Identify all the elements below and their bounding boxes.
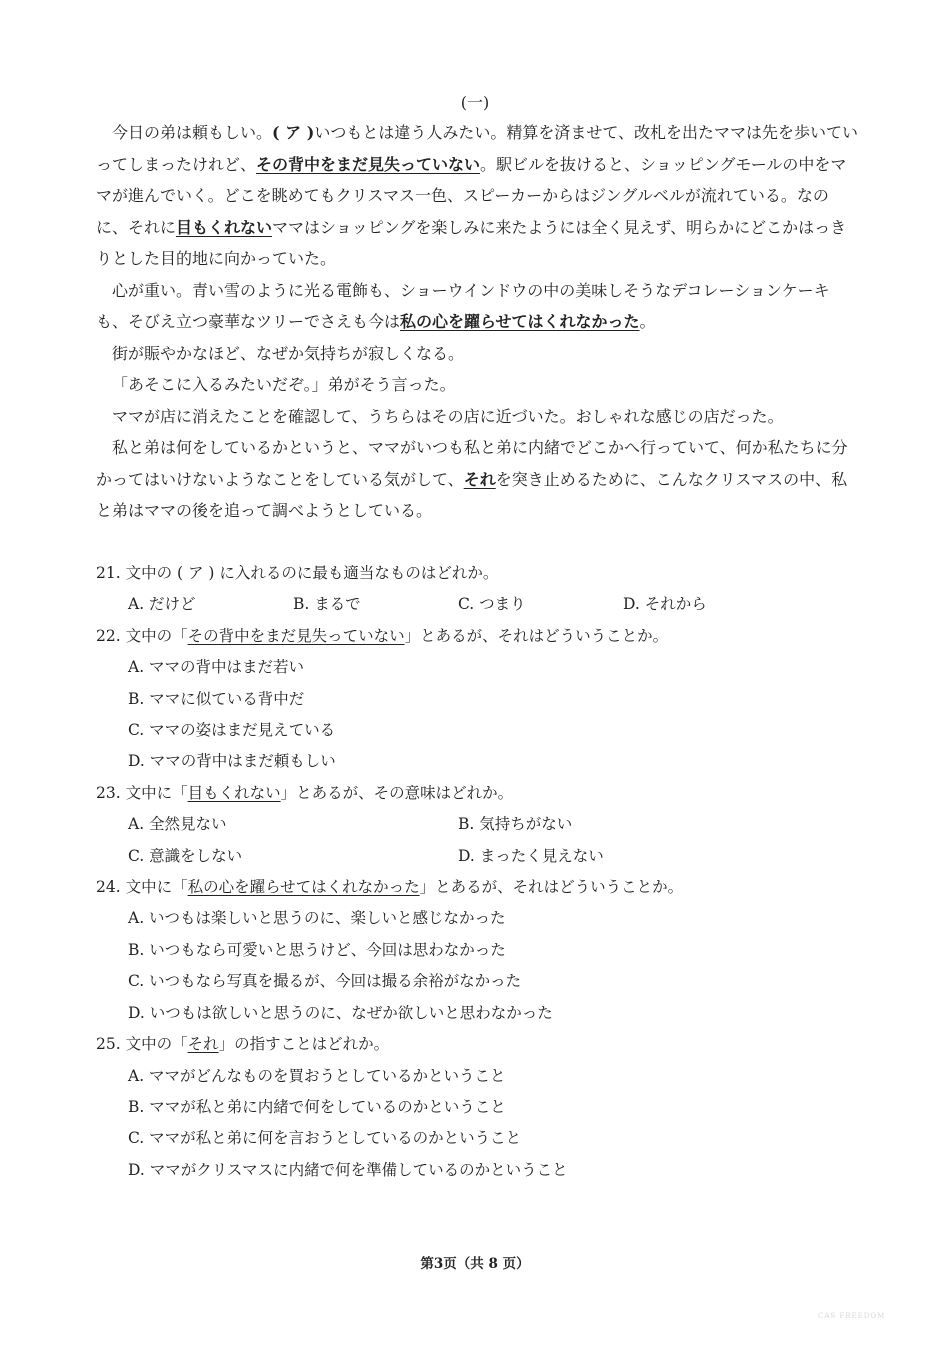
- option-c[interactable]: C. つまり: [458, 595, 526, 614]
- option-b[interactable]: B. まるで: [293, 595, 361, 614]
- option-b[interactable]: B. ママが私と弟に内緒で何をしているのかということ: [128, 1097, 506, 1116]
- option-c[interactable]: C. いつもなら写真を撮るが、今回は撮る余裕がなかった: [128, 972, 522, 991]
- option-a[interactable]: A. だけど: [128, 595, 196, 614]
- passage-paragraph-4: 「あそこに入るみたいだぞ。」弟がそう言った。: [112, 375, 456, 394]
- question-25-options: [96, 1061, 860, 1187]
- option-a[interactable]: A. ママの背中はまだ若い: [128, 658, 305, 677]
- question-22: 22. 文中の「その背中をまだ見失っていない」とあるが、それはどういうことか。: [96, 626, 669, 645]
- passage-paragraph-3: 街が賑やかなほど、なぜか気持ちが寂しくなる。: [112, 343, 465, 363]
- option-c[interactable]: C. 意識をしない: [128, 846, 243, 865]
- option-d[interactable]: D. いつもは欲しいと思うのに、なぜか欲しいと思わなかった: [128, 1003, 553, 1022]
- option-a[interactable]: A. 全然見ない: [128, 815, 227, 834]
- option-c[interactable]: C. ママが私と弟に何を言おうとしているのかということ: [128, 1129, 522, 1148]
- underlined-phrase-23: 目もくれない: [176, 217, 273, 237]
- passage-paragraph-6: 私と弟は何をしているかというと、ママがいつも私と弟に内緒でどこかへ行っていて、何か私たちに分かってはいけないようなことをしている気がして、それを突き止めるために、こんなクリスマスの中、私と弟はママの後を追って調べようとしている。: [96, 438, 848, 520]
- passage-paragraph-2: 心が重い。青い雪のように光る電飾も、ショーウインドウの中の美味しそうなデコレーションケーキも、そびえ立つ豪華なツリーでさえも今は私の心を躍らせてはくれなかった。: [96, 280, 830, 331]
- option-a[interactable]: A. ママがどんなものを買おうとしているかということ: [128, 1066, 506, 1085]
- option-d[interactable]: D. それから: [623, 595, 707, 614]
- option-d[interactable]: D. まったく見えない: [458, 846, 604, 865]
- option-b[interactable]: B. いつもなら可愛いと思うけど、今回は思わなかった: [128, 940, 506, 959]
- question-23-options: [96, 809, 860, 872]
- option-d[interactable]: D. ママの背中はまだ頼もしい: [128, 752, 336, 771]
- question-21-options: [96, 589, 860, 620]
- option-d[interactable]: D. ママがクリスマスに内緒で何を準備しているのかということ: [128, 1160, 568, 1179]
- option-a[interactable]: A. いつもは楽しいと思うのに、楽しいと感じなかった: [128, 909, 506, 928]
- underlined-phrase-22: その背中をまだ見失っていない: [256, 154, 481, 174]
- reading-passage: [96, 117, 860, 527]
- question-23: 23. 文中に「目もくれない」とあるが、その意味はどれか。: [96, 783, 514, 802]
- question-24: 24. 文中に「私の心を躍らせてはくれなかった」とあるが、それはどういうことか。: [96, 878, 684, 897]
- question-21: 21. 文中の ( ア ) に入れるのに最も適当なものはどれか。: [96, 564, 499, 582]
- underlined-phrase-24: 私の心を躍らせてはくれなかった: [400, 312, 640, 331]
- option-b[interactable]: B. 気持ちがない: [458, 815, 573, 834]
- underlined-phrase-25: それ: [463, 469, 496, 489]
- passage-paragraph-1: 今日の弟は頼もしい。( ア )いつもとは違う人みたい。精算を済ませて、改札を出たママは先を歩いていってしまったけれど、その背中をまだ見失っていない。駅ビルを抜けると、ショッピングモールの中をママが進んでいく。どこを眺めてもクリスマス一色、スピーカーからはジングルベルが流れている。なのに、それに目もくれないママはショッピングを楽しみに来たようには全く見えず、明らかにどこかはっきりとした目的地に向かっていた。: [96, 123, 858, 268]
- section-title: (一): [460, 93, 490, 112]
- option-c[interactable]: C. ママの姿はまだ見えている: [128, 721, 336, 740]
- blank-a: ( ア ): [272, 123, 315, 142]
- question-25: 25. 文中の「それ」の指すことはどれか。: [96, 1035, 390, 1054]
- passage-paragraph-5: ママが店に消えたことを確認して、うちらはその店に近づいた。おしゃれな感じの店だった。: [112, 406, 784, 426]
- page-number: 第3页（共 8 页）: [420, 1256, 530, 1272]
- option-b[interactable]: B. ママに似ている背中だ: [128, 689, 305, 708]
- question-24-options: [96, 903, 860, 1029]
- watermark: CAS FREEDOM: [818, 1312, 886, 1320]
- question-22-options: [96, 652, 860, 778]
- question-list: [96, 558, 860, 1186]
